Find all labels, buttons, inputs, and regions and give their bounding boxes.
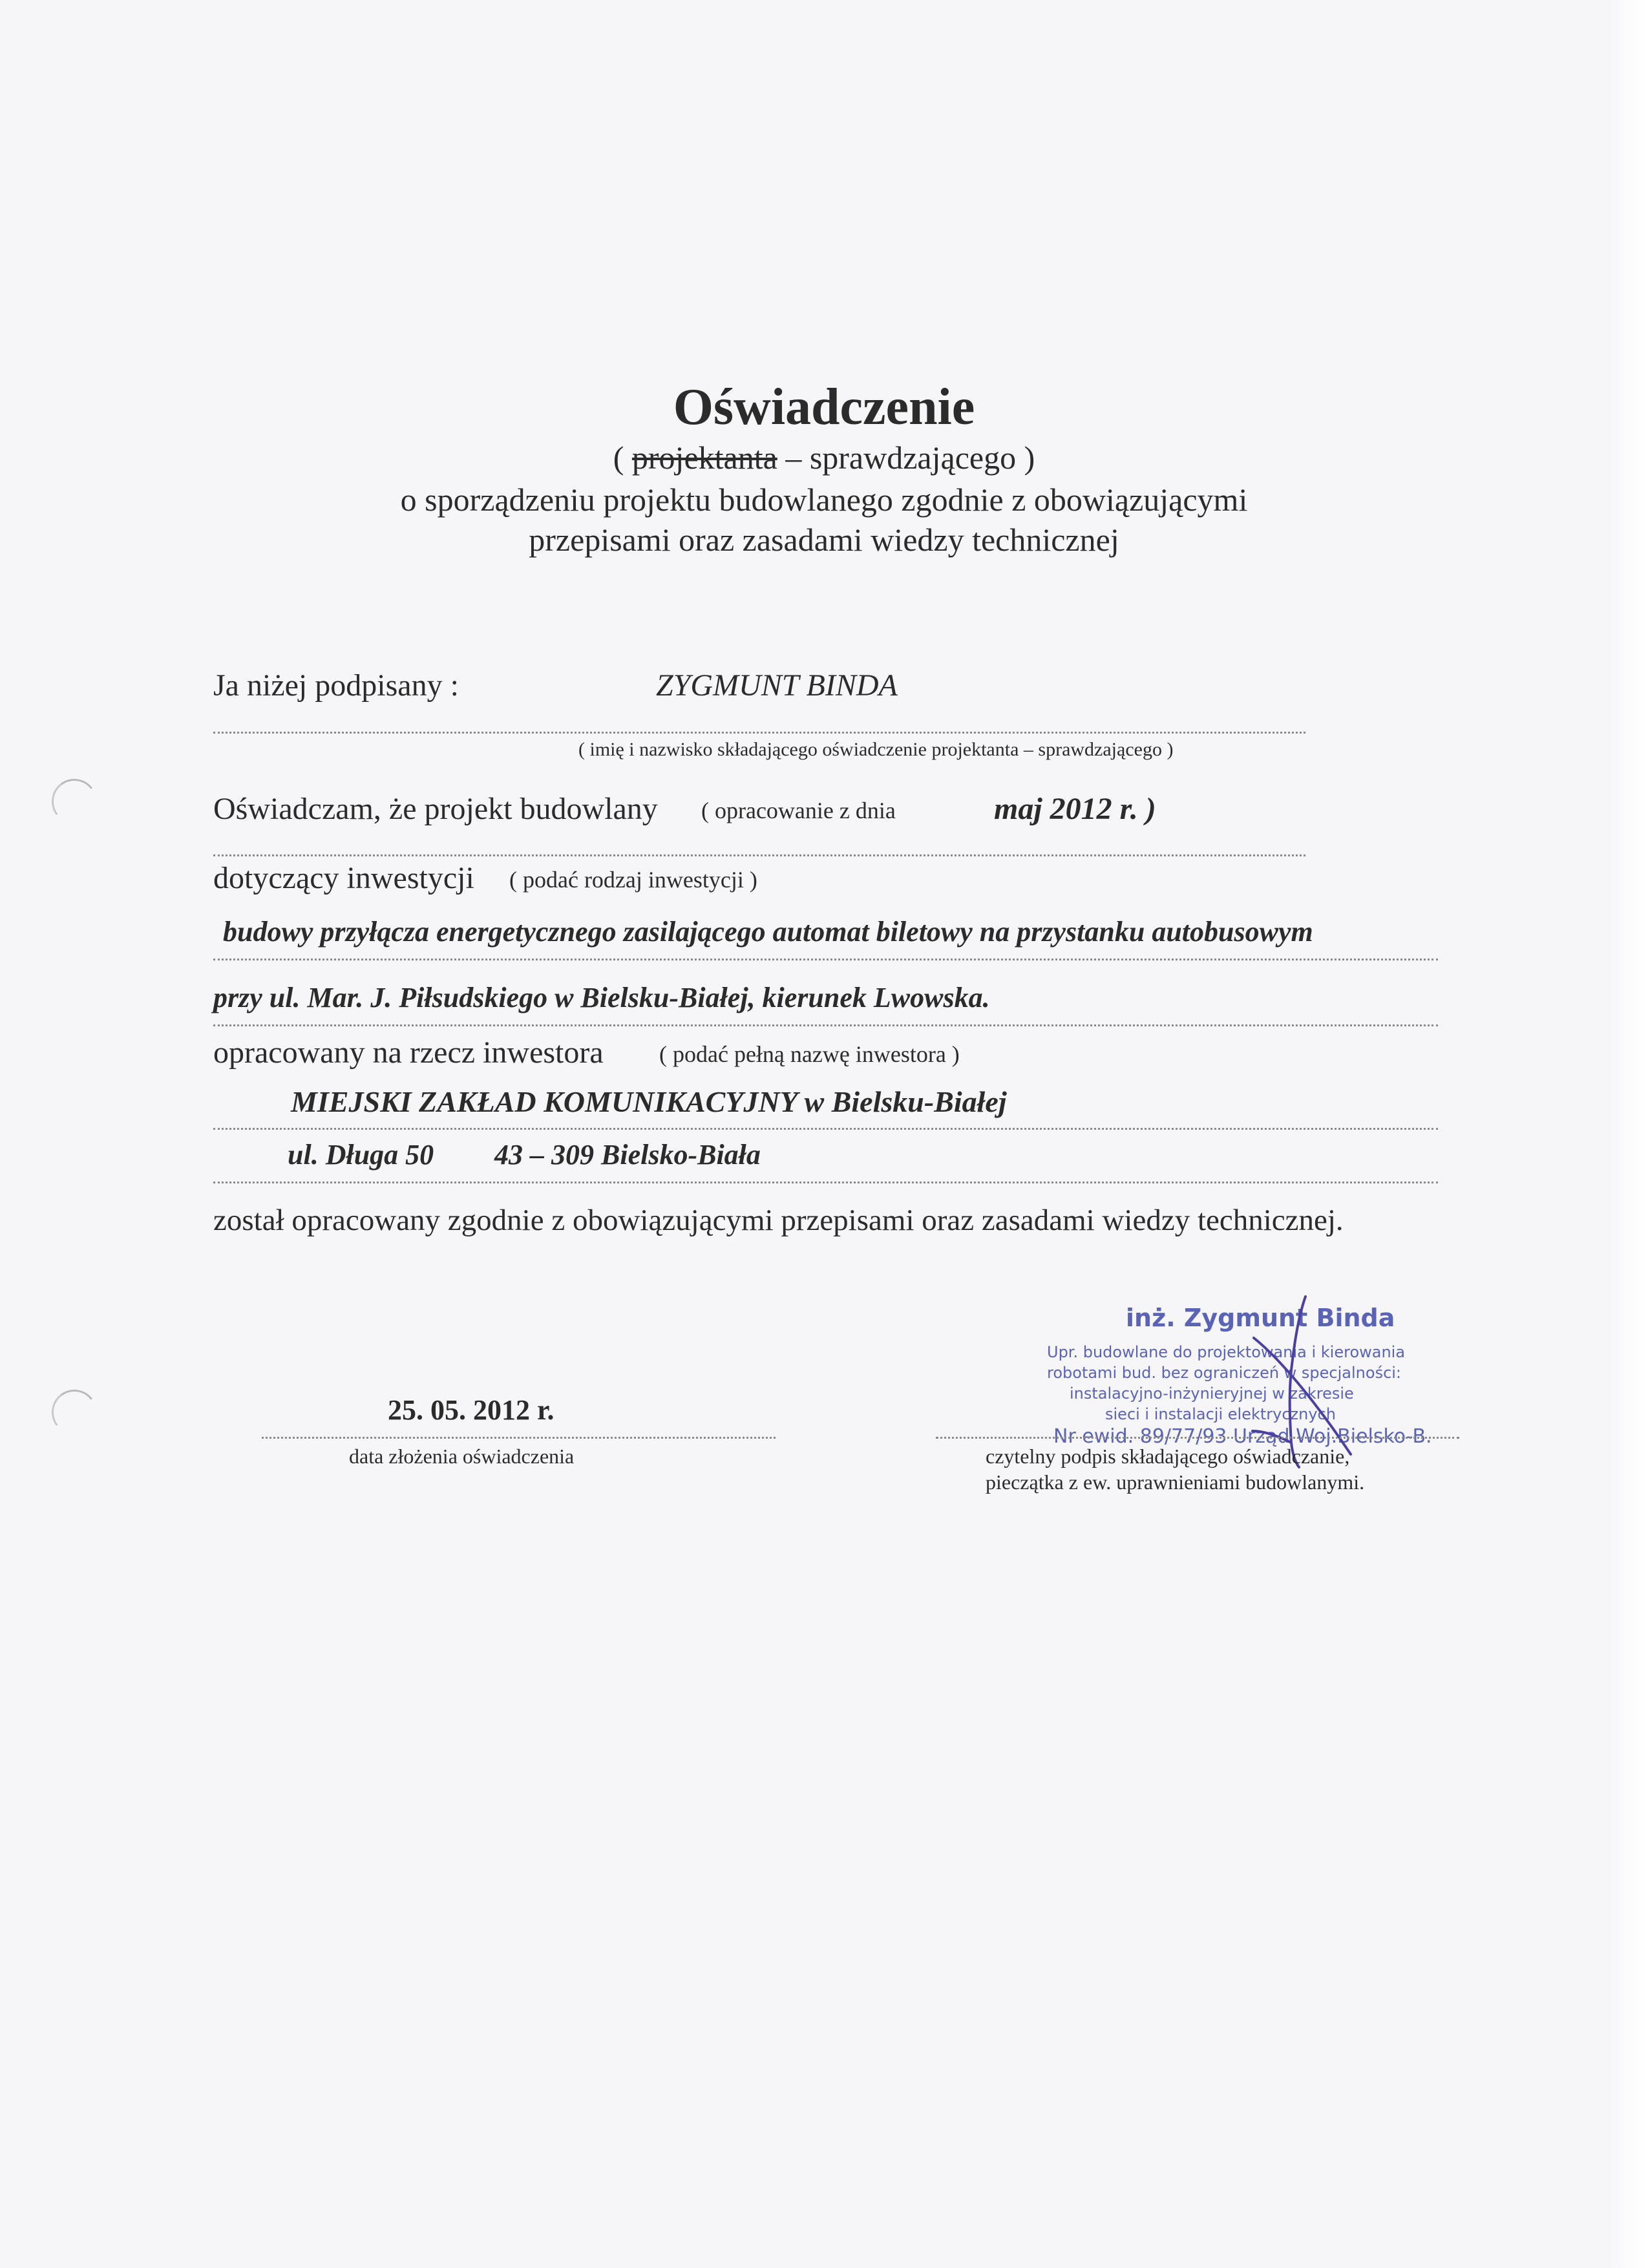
subtitle-rest: – sprawdzającego ): [777, 440, 1035, 476]
stamp-line-4: sieci i instalacji elektrycznych: [1105, 1405, 1336, 1423]
declarant-hint: ( imię i nazwisko składającego oświadczenie projektanta – sprawdzającego ): [578, 739, 1174, 760]
investor-line-1: [213, 1128, 1438, 1130]
investor-postal-city: 43 – 309 Bielsko-Biała: [494, 1139, 761, 1171]
document-heading-line-1: o sporządzeniu projektu budowlanego zgodnie z obowiązującymi: [400, 482, 1248, 518]
document-subtitle: [0, 441, 1648, 474]
punch-hole-top: [48, 776, 100, 827]
investment-description-line-1: budowy przyłącza energetycznego zasilającego automat biletowy na przystanku autobusowym: [223, 916, 1313, 948]
project-line: [213, 854, 1305, 856]
declarant-name: ZYGMUNT BINDA: [656, 668, 898, 703]
investor-line-2: [213, 1182, 1438, 1183]
signature-line: [936, 1437, 1459, 1439]
stamp-line-2: robotami bud. bez ograniczeń w specjalności:: [1047, 1364, 1402, 1382]
date-caption: data złożenia oświadczenia: [349, 1445, 575, 1468]
investment-label: dotyczący inwestycji: [213, 861, 474, 895]
document-title: Oświadczenie: [673, 379, 975, 436]
stamp-line-5: Nr ewid. 89/77/93 Urząd Woj.Bielsko-B.: [1053, 1425, 1432, 1448]
investor-label: opracowany na rzecz inwestora: [213, 1035, 604, 1070]
stamp-name: inż. Zygmunt Binda: [1126, 1304, 1395, 1332]
investment-line-1: [213, 959, 1438, 960]
investor-name-text: MIEJSKI ZAKŁAD KOMUNIKACYJNY w Bielsku-Białej: [291, 1085, 1007, 1118]
signature-caption-line-2: pieczątka z ew. uprawnieniami budowlanymi.: [986, 1470, 1365, 1494]
punch-hole-bottom: [48, 1386, 100, 1437]
subtitle-struck-word: projektanta: [631, 440, 777, 476]
project-label: Oświadczam, że projekt budowlany: [213, 792, 658, 826]
signature-caption-line-1: czytelny podpis składającego oświadczanie,: [986, 1445, 1350, 1468]
conclusion-text: został opracowany zgodnie z obowiązującymi przepisami oraz zasadami wiedzy technicznej.: [213, 1203, 1344, 1237]
declarant-name-line: [213, 732, 1305, 734]
investor-name: [291, 1087, 1007, 1117]
project-hint: ( opracowanie z dnia: [701, 798, 896, 823]
investment-line-2: [213, 1024, 1438, 1026]
investment-description-line-2: przy ul. Mar. J. Piłsudskiego w Bielsku-Białej, kierunek Lwowska.: [213, 982, 990, 1013]
stamp-line-3: instalacyjno-inżynieryjnej w zakresie: [1070, 1384, 1354, 1403]
investment-hint: ( podać rodzaj inwestycji ): [509, 867, 757, 893]
stamp-line-1: Upr. budowlane do projektowania i kierowania: [1047, 1343, 1406, 1361]
project-date: maj 2012 r. ): [994, 792, 1156, 826]
investor-street: ul. Długa 50: [288, 1139, 434, 1171]
declarant-label: Ja niżej podpisany :: [213, 668, 459, 703]
date-line: [262, 1437, 776, 1439]
page-right-edge: [1609, 0, 1648, 2268]
subtitle-open: (: [613, 440, 632, 476]
investor-hint: ( podać pełną nazwę inwestora ): [659, 1041, 960, 1067]
document-heading-line-2: przepisami oraz zasadami wiedzy technicznej: [529, 522, 1119, 558]
declaration-date: 25. 05. 2012 r.: [388, 1394, 555, 1426]
